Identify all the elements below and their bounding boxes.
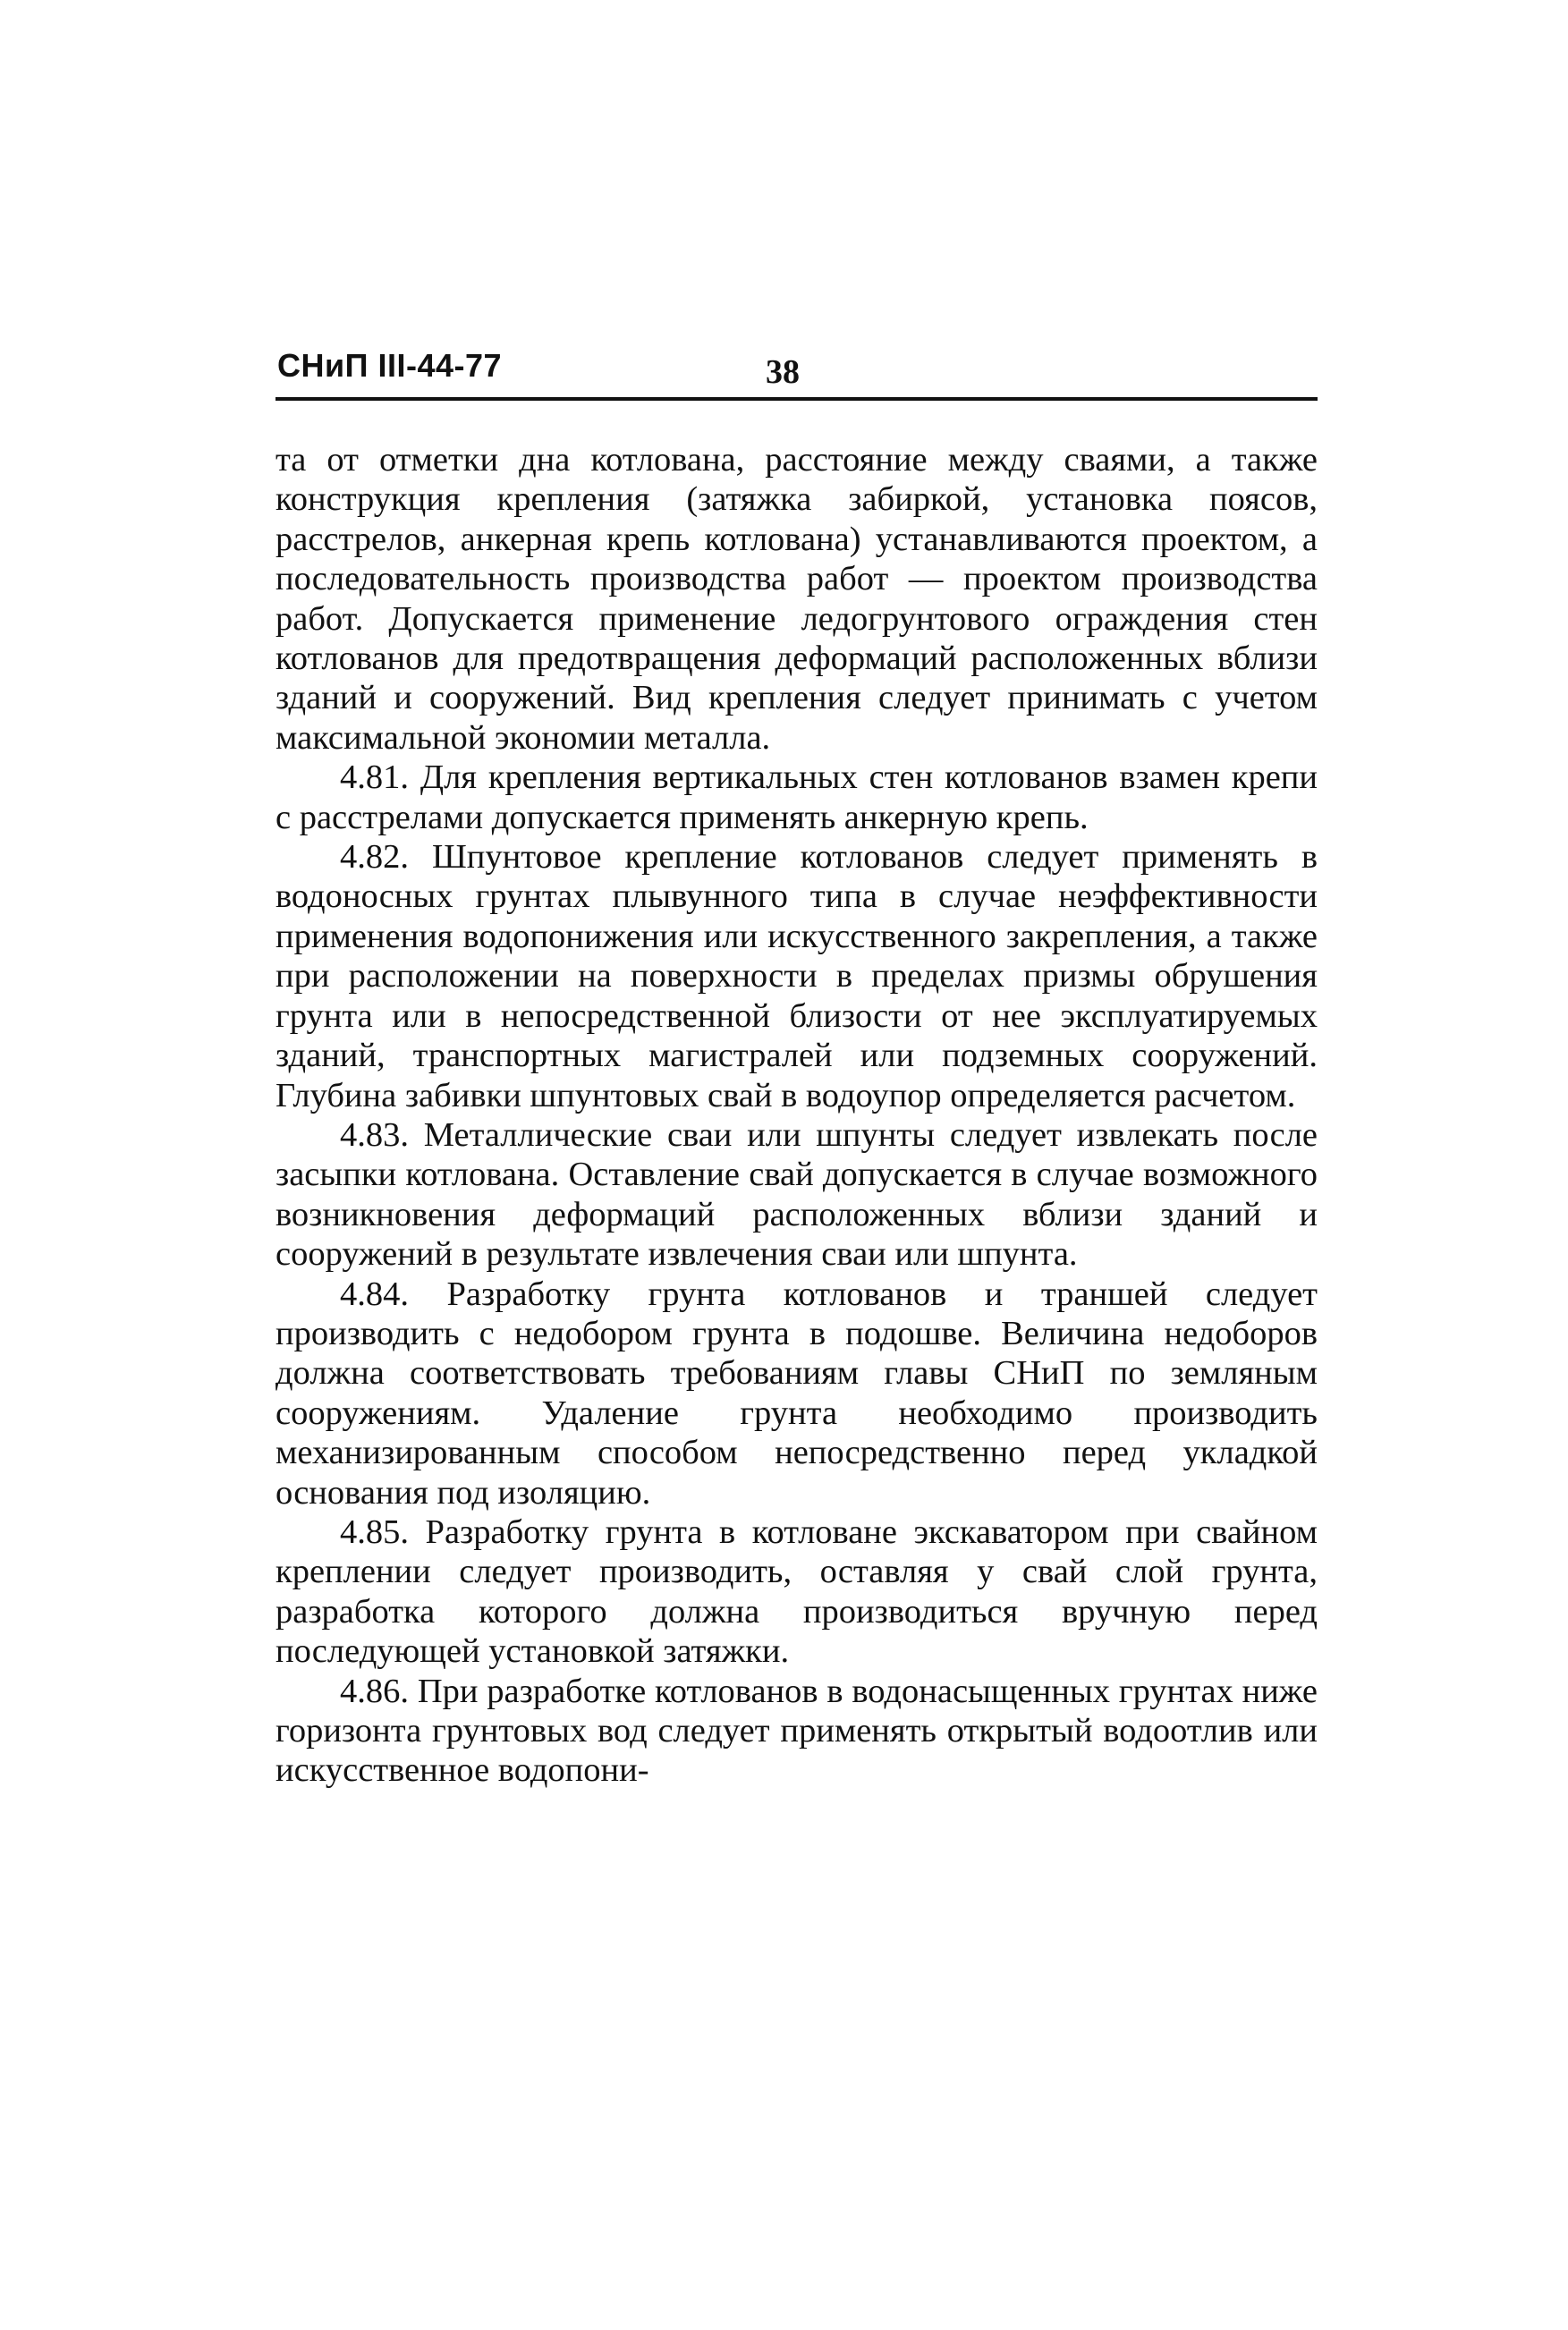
paragraph-continued [275,440,1318,758]
paragraph-text: Разработку грунта котлованов и траншей следует производить с недобором грунта в подошве. Величина недоборов должна соответствовать требованиям главы СНиП по земляным сооружениям. Удаление грунта необходимо производить механизированным способом непосредственно перед укладкой основания под изоляцию. [275,1275,1318,1512]
paragraph-number: 4.83. [340,1115,409,1154]
paragraph-number: 4.86. [340,1672,409,1710]
paragraph-4-82 [275,837,1318,1115]
paragraph-number: 4.82. [340,838,409,877]
page-header [275,340,1318,401]
paragraph-text: та от отметки дна котлована, расстояние между сваями, а также конструкция крепления (затяжка забиркой, установка поясов, расстрелов, анкерная крепь котлована) устанавливаются проектом, а последовательность производства работ — проектом производства работ. Допускается применение ледогрунтового ограждения стен котлованов для предотвращения деформаций расположенных вблизи зданий и сооружений. Вид крепления следует принимать с учетом максимальной экономии металла. [275,441,1318,757]
paragraph-text: При разработке котлованов в водонасыщенных грунтах ниже горизонта грунтовых вод следует применять открытый водоотлив или искусственное водопони- [275,1672,1318,1790]
paragraph-text: Шпунтовое крепление котлованов следует применять в водоносных грунтах плывунного типа в случае неэффективности применения водопонижения или искусственного закрепления, а также при расположении на поверхности в пределах призмы обрушения грунта или в непосредственной близости от нее эксплуатируемых зданий, транспортных магистралей или подземных сооружений. Глубина забивки шпунтовых свай в водоупор определяется расчетом. [275,838,1318,1114]
paragraph-text: Металлические сваи или шпунты следует извлекать после засыпки котлована. Оставление свай допускается в случае возможного возникновения деформаций расположенных вблизи зданий и сооружений в результате извлечения сваи или шпунта. [275,1115,1318,1274]
paragraph-4-83 [275,1115,1318,1275]
paragraph-4-86 [275,1672,1318,1791]
paragraph-4-81 [275,758,1318,837]
paragraph-4-85 [275,1512,1318,1672]
paragraph-number: 4.85. [340,1512,409,1551]
paragraph-number: 4.84. [340,1275,409,1313]
document-page [275,340,1318,1791]
body-text [275,440,1318,1791]
paragraph-4-84 [275,1275,1318,1512]
page-number: 38 [766,353,800,391]
document-code: СНиП III-44-77 [277,347,503,384]
paragraph-text: Разработку грунта в котловане экскаватором при свайном креплении следует производить, оставляя у свай слой грунта, разработка которого должна производиться вручную перед последующей установкой затяжки. [275,1512,1318,1671]
paragraph-number: 4.81. [340,758,409,797]
paragraph-text: Для крепления вертикальных стен котлованов взамен крепи с расстрелами допускается применять анкерную крепь. [275,758,1318,836]
